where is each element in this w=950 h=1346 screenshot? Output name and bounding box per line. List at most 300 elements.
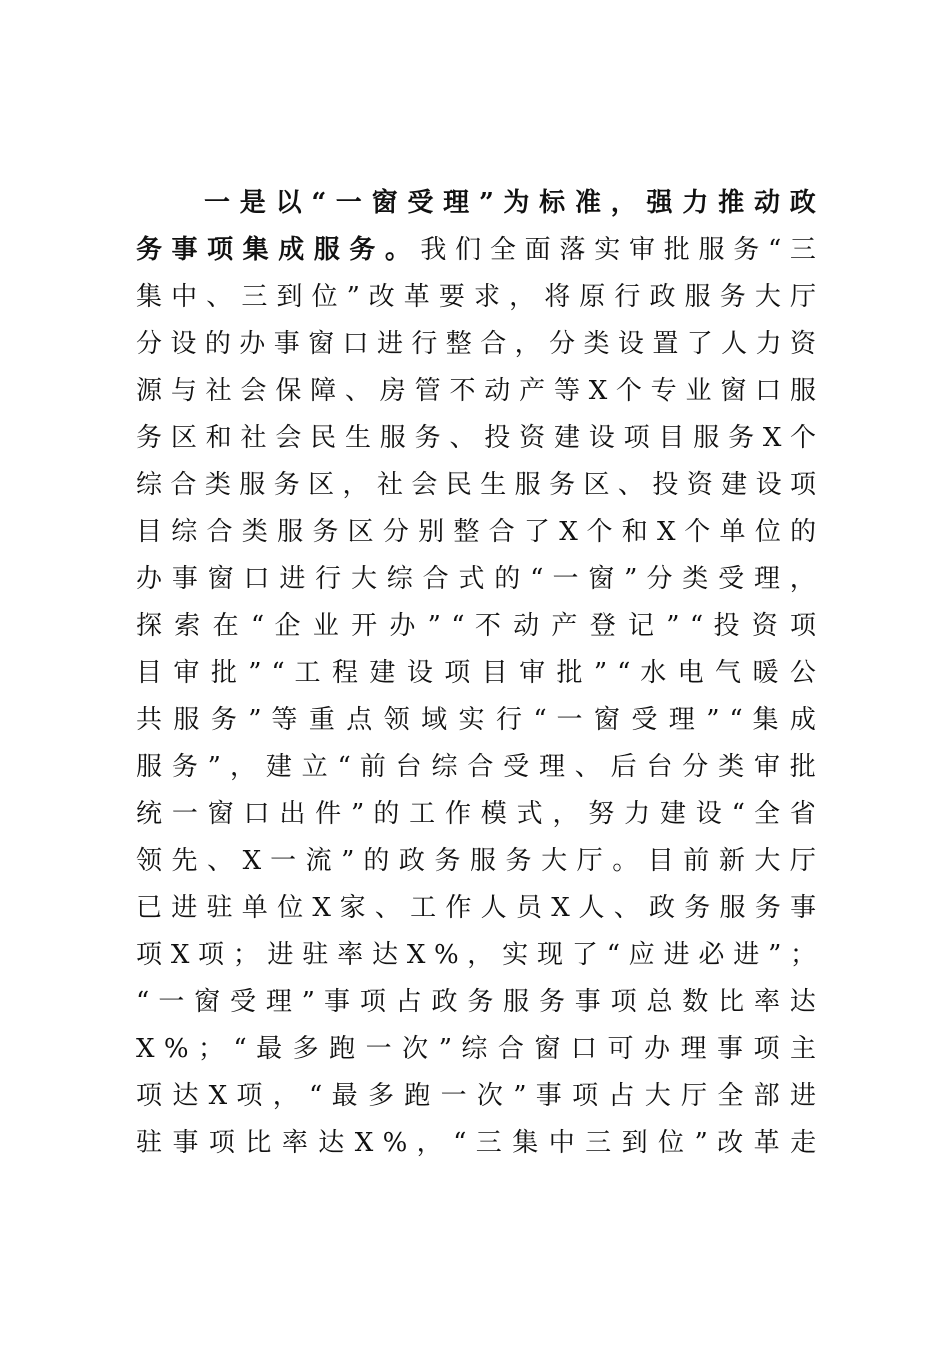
glyph: “ (250, 611, 265, 641)
glyph: ； (232, 940, 259, 970)
glyph: 进 (376, 329, 404, 359)
glyph: 目 (647, 846, 675, 876)
glyph: 等 (553, 376, 581, 406)
glyph: 审 (628, 235, 656, 265)
glyph: 进 (171, 893, 198, 923)
glyph: 的 (363, 846, 390, 876)
paragraph-line (136, 1073, 816, 1120)
body-text (136, 376, 816, 406)
glyph: 水 (640, 658, 668, 688)
glyph: 社 (240, 423, 267, 453)
glyph: ， (342, 470, 369, 500)
glyph: 生 (344, 423, 372, 453)
glyph: 置 (652, 329, 679, 359)
glyph: “ (311, 188, 327, 218)
glyph: 类 (718, 752, 745, 782)
paragraph-line (136, 603, 816, 650)
paragraph-line (136, 274, 816, 321)
glyph: 成 (278, 235, 305, 265)
glyph: 别 (418, 517, 445, 547)
glyph: 事 (535, 1081, 563, 1111)
glyph: 项 (207, 235, 234, 265)
glyph: ” (248, 705, 262, 735)
glyph: 率 (281, 1128, 309, 1158)
glyph: 受 (631, 705, 659, 735)
glyph: 项 (359, 987, 387, 1017)
body-text (136, 799, 816, 829)
glyph: X (657, 517, 676, 547)
glyph: 务 (538, 987, 566, 1017)
paragraph-line (136, 979, 816, 1026)
glyph: 受 (503, 752, 530, 782)
glyph: X (208, 1081, 228, 1111)
glyph: 障 (310, 376, 337, 406)
glyph: 政 (649, 282, 676, 312)
paragraph-line (136, 838, 816, 885)
glyph: 保 (275, 376, 302, 406)
glyph: 建 (721, 470, 748, 500)
glyph: 占 (395, 987, 423, 1017)
bold-heading-text (136, 235, 420, 265)
glyph: 综 (431, 752, 459, 782)
glyph: 位 (311, 282, 338, 312)
glyph: 资 (790, 329, 817, 359)
glyph: 综 (386, 564, 414, 594)
glyph: 目 (136, 658, 164, 688)
glyph: 合 (170, 470, 197, 500)
glyph: 中 (171, 282, 198, 312)
glyph: 了 (686, 329, 713, 359)
glyph: 域 (421, 705, 449, 735)
glyph: “ (533, 705, 547, 735)
glyph: ， (416, 1128, 444, 1158)
paragraph-line (136, 368, 816, 415)
glyph: 达 (789, 987, 816, 1017)
glyph: 政 (398, 846, 426, 876)
glyph: 合 (206, 517, 234, 547)
glyph: 办 (136, 564, 163, 594)
glyph: 为 (503, 188, 530, 218)
glyph: 目 (658, 423, 685, 453)
glyph: 服 (698, 235, 725, 265)
glyph: 服 (239, 470, 266, 500)
glyph: 分 (549, 329, 576, 359)
glyph: 受 (718, 564, 745, 594)
glyph: 电 (677, 658, 706, 688)
glyph: ” (478, 188, 494, 218)
glyph: 建 (369, 658, 397, 688)
glyph: 资 (751, 611, 780, 641)
glyph: 服 (313, 235, 340, 265)
glyph: ； (789, 940, 816, 970)
glyph: 的 (494, 564, 522, 594)
glyph: 探 (136, 611, 165, 641)
glyph: 审 (173, 658, 201, 688)
glyph: 服 (684, 282, 712, 312)
glyph: 务 (733, 235, 760, 265)
glyph: 受 (230, 987, 257, 1017)
glyph: 项 (790, 611, 817, 641)
glyph: 项 (236, 1081, 264, 1111)
glyph: 动 (753, 188, 781, 218)
glyph: 类 (583, 329, 610, 359)
glyph: 人 (721, 329, 748, 359)
glyph: 集 (752, 705, 781, 735)
glyph: “ (451, 611, 465, 641)
glyph: ， (514, 329, 541, 359)
glyph: 位 (277, 893, 304, 923)
glyph: ” (427, 611, 441, 641)
glyph: X (242, 846, 262, 876)
glyph: 项 (136, 940, 163, 970)
glyph: X (762, 423, 782, 453)
glyph: 的 (204, 329, 231, 359)
glyph: 务 (684, 893, 711, 923)
glyph: 窗 (371, 188, 398, 218)
glyph: 管 (414, 376, 441, 406)
glyph: X (588, 376, 608, 406)
glyph: ” (248, 658, 262, 688)
glyph: 行 (614, 282, 641, 312)
paragraph-line (136, 180, 816, 227)
glyph: 不 (474, 611, 503, 641)
glyph: 位 (658, 1128, 686, 1158)
glyph: 个 (684, 517, 711, 547)
glyph: 跑 (404, 1081, 432, 1111)
glyph: 综 (461, 1034, 489, 1064)
glyph: 类 (241, 517, 269, 547)
glyph: 人 (578, 893, 605, 923)
glyph: 三 (241, 282, 268, 312)
glyph: “ (309, 1081, 323, 1111)
glyph: ， (509, 282, 536, 312)
glyph: % (433, 940, 459, 970)
glyph: 事 (790, 893, 817, 923)
glyph: 设 (695, 799, 723, 829)
glyph: 服 (719, 893, 747, 923)
glyph: 服 (136, 752, 163, 782)
glyph: 求 (473, 282, 501, 312)
glyph: 占 (608, 1081, 636, 1111)
glyph: 项 (790, 470, 817, 500)
glyph: 原 (579, 282, 606, 312)
glyph: 理 (680, 1034, 708, 1064)
glyph: 分 (136, 329, 163, 359)
glyph: 窗 (308, 329, 335, 359)
body-text (136, 1081, 816, 1111)
body-text (136, 611, 816, 641)
glyph: 务 (136, 423, 163, 453)
glyph: 。 (612, 846, 639, 876)
glyph: 合 (497, 1034, 526, 1064)
glyph: 全 (753, 799, 781, 829)
glyph: 推 (718, 188, 745, 218)
glyph: 位 (754, 517, 782, 547)
glyph: 项 (197, 940, 225, 970)
paragraph-line (136, 697, 816, 744)
glyph: 业 (312, 611, 341, 641)
glyph: 房 (379, 376, 407, 406)
glyph: 投 (484, 423, 511, 453)
glyph: 比 (245, 1128, 273, 1158)
glyph: 办 (389, 611, 418, 641)
glyph: 办 (239, 329, 266, 359)
glyph: 大 (644, 1081, 672, 1111)
glyph: 到 (276, 282, 303, 312)
glyph: 动 (484, 376, 511, 406)
glyph: 统 (136, 799, 163, 829)
paragraph-line (136, 885, 816, 932)
glyph: 整 (453, 517, 480, 547)
glyph: 服 (693, 423, 720, 453)
paragraph-line (136, 1026, 816, 1073)
glyph: 台 (646, 752, 674, 782)
glyph: 件 (315, 799, 342, 829)
body-text (136, 705, 816, 735)
glyph: 批 (556, 658, 585, 688)
body-text (136, 987, 816, 1017)
glyph: 后 (610, 752, 638, 782)
body-text (136, 470, 816, 500)
glyph: 一 (158, 987, 186, 1017)
glyph: 的 (790, 517, 817, 547)
glyph: 作 (445, 893, 472, 923)
glyph: 台 (395, 752, 423, 782)
glyph: 三 (585, 1128, 613, 1158)
paragraph-line (136, 509, 816, 556)
glyph: 事 (171, 564, 199, 594)
glyph: ” (513, 1081, 527, 1111)
glyph: 家 (339, 893, 367, 923)
glyph: 口 (570, 1034, 599, 1064)
glyph: 进 (279, 564, 307, 594)
glyph: 口 (243, 799, 271, 829)
glyph: 项 (623, 423, 650, 453)
glyph: 进 (663, 940, 690, 970)
glyph: “ (530, 564, 544, 594)
glyph: 集 (242, 235, 269, 265)
glyph: 服 (514, 470, 541, 500)
glyph: ” (301, 987, 315, 1017)
glyph: 务 (349, 235, 376, 265)
paragraph-line (136, 791, 816, 838)
glyph: 政 (431, 987, 459, 1017)
glyph: 投 (713, 611, 742, 641)
glyph: 源 (136, 376, 163, 406)
glyph: ” (666, 611, 680, 641)
glyph: 产 (551, 611, 580, 641)
glyph: 出 (279, 799, 307, 829)
bold-heading-text (204, 188, 816, 218)
glyph: 达 (318, 1128, 346, 1158)
glyph: 驻 (302, 940, 329, 970)
glyph: 项 (136, 1081, 164, 1111)
glyph: 领 (383, 705, 412, 735)
glyph: 事 (172, 1128, 200, 1158)
body-text (136, 564, 816, 594)
glyph: 进 (267, 940, 294, 970)
glyph: 到 (621, 1128, 649, 1158)
glyph: 类 (204, 470, 231, 500)
glyph: 共 (136, 705, 164, 735)
glyph: ” (346, 282, 360, 312)
glyph: 设 (755, 470, 782, 500)
glyph: 项 (610, 987, 638, 1017)
glyph: 分 (682, 752, 710, 782)
glyph: ， (610, 188, 638, 218)
glyph: 一 (365, 1034, 393, 1064)
glyph: 分 (646, 564, 674, 594)
glyph: 跑 (329, 1034, 357, 1064)
glyph: 设 (170, 329, 197, 359)
glyph: 个 (615, 376, 643, 406)
glyph: ” (593, 658, 608, 688)
glyph: 应 (628, 940, 655, 970)
glyph: 全 (717, 1081, 745, 1111)
glyph: 办 (643, 1034, 672, 1064)
glyph: 厅 (789, 846, 816, 876)
glyph: 业 (685, 376, 712, 406)
glyph: 暖 (752, 658, 781, 688)
glyph: 窗 (720, 376, 747, 406)
glyph: 事 (324, 987, 351, 1017)
glyph: 们 (455, 235, 482, 265)
glyph: 改 (717, 1128, 745, 1158)
glyph: 、 (617, 470, 644, 500)
glyph: 我 (420, 235, 447, 265)
glyph: 设 (406, 658, 435, 688)
glyph: 企 (274, 611, 303, 641)
glyph: 批 (663, 235, 690, 265)
glyph: 综 (171, 517, 198, 547)
glyph: X (170, 940, 190, 970)
glyph: 要 (438, 282, 466, 312)
body-text (136, 517, 816, 547)
glyph: 整 (445, 329, 472, 359)
glyph: 社 (376, 470, 404, 500)
glyph: 事 (574, 987, 602, 1017)
glyph: 窗 (194, 987, 221, 1017)
glyph: 实 (458, 705, 487, 735)
paragraph-line (136, 744, 816, 791)
glyph: 审 (519, 658, 547, 688)
glyph: 务 (171, 752, 199, 782)
glyph: 资 (519, 423, 546, 453)
glyph: 设 (617, 329, 644, 359)
glyph: 服 (277, 517, 304, 547)
glyph: 政 (789, 188, 816, 218)
glyph: 必 (698, 940, 725, 970)
glyph: ” (768, 940, 782, 970)
glyph: 理 (668, 705, 697, 735)
glyph: 一 (335, 188, 363, 218)
glyph: % (163, 1034, 189, 1064)
glyph: 先 (171, 846, 199, 876)
glyph: 审 (753, 752, 781, 782)
glyph: 务 (754, 893, 782, 923)
glyph: 公 (789, 658, 816, 688)
glyph: 力 (624, 799, 651, 829)
body-text (136, 846, 816, 876)
glyph: 大 (754, 846, 782, 876)
glyph: 作 (444, 799, 472, 829)
glyph: 力 (755, 329, 782, 359)
glyph: 一 (440, 1081, 468, 1111)
glyph: 三 (789, 235, 816, 265)
glyph: 服 (379, 423, 407, 453)
glyph: 总 (646, 987, 674, 1017)
glyph: 、 (449, 423, 476, 453)
glyph: 厅 (576, 846, 604, 876)
glyph: 目 (136, 517, 163, 547)
glyph: “ (731, 799, 745, 829)
glyph: 、 (344, 376, 372, 406)
glyph: ” (694, 1128, 708, 1158)
glyph: 、 (207, 846, 234, 876)
glyph: 集 (136, 282, 163, 312)
glyph: 窗 (588, 564, 616, 594)
glyph: 项 (444, 658, 472, 688)
glyph: 区 (583, 470, 610, 500)
glyph: 将 (544, 282, 571, 312)
body-text (136, 282, 816, 312)
glyph: 窗 (207, 799, 235, 829)
glyph: 批 (210, 658, 239, 688)
glyph: 项 (572, 1081, 600, 1111)
glyph: 理 (265, 987, 293, 1017)
glyph: 已 (136, 893, 163, 923)
glyph: 一 (556, 705, 585, 735)
body-paragraph (136, 180, 816, 1167)
glyph: 部 (753, 1081, 781, 1111)
glyph: 理 (753, 564, 781, 594)
glyph: 流 (305, 846, 333, 876)
glyph: 进 (789, 1081, 816, 1111)
glyph: 政 (649, 893, 676, 923)
glyph: 努 (588, 799, 616, 829)
glyph: X (136, 1034, 155, 1064)
glyph: 可 (607, 1034, 635, 1064)
glyph: 达 (372, 940, 399, 970)
glyph: 大 (541, 846, 568, 876)
body-text (136, 423, 816, 453)
glyph: 项 (753, 1034, 781, 1064)
glyph: 数 (682, 987, 710, 1017)
glyph: 服 (470, 846, 497, 876)
glyph: 合 (422, 564, 450, 594)
glyph: 行 (495, 705, 524, 735)
glyph: 改 (368, 282, 396, 312)
glyph: 、 (613, 893, 641, 923)
glyph: 工 (410, 893, 437, 923)
glyph: ， (789, 564, 816, 594)
glyph: 投 (652, 470, 679, 500)
glyph: 工 (294, 658, 323, 688)
glyph: 工 (409, 799, 436, 829)
glyph: % (382, 1128, 408, 1158)
glyph: 面 (524, 235, 551, 265)
glyph: 点 (346, 705, 374, 735)
glyph: 合 (480, 329, 507, 359)
glyph: “ (617, 658, 631, 688)
glyph: 实 (594, 235, 621, 265)
glyph: X (559, 517, 578, 547)
glyph: ” (207, 752, 221, 782)
glyph: 索 (174, 611, 203, 641)
glyph: 最 (331, 1081, 359, 1111)
glyph: 单 (719, 517, 747, 547)
glyph: 式 (458, 564, 486, 594)
